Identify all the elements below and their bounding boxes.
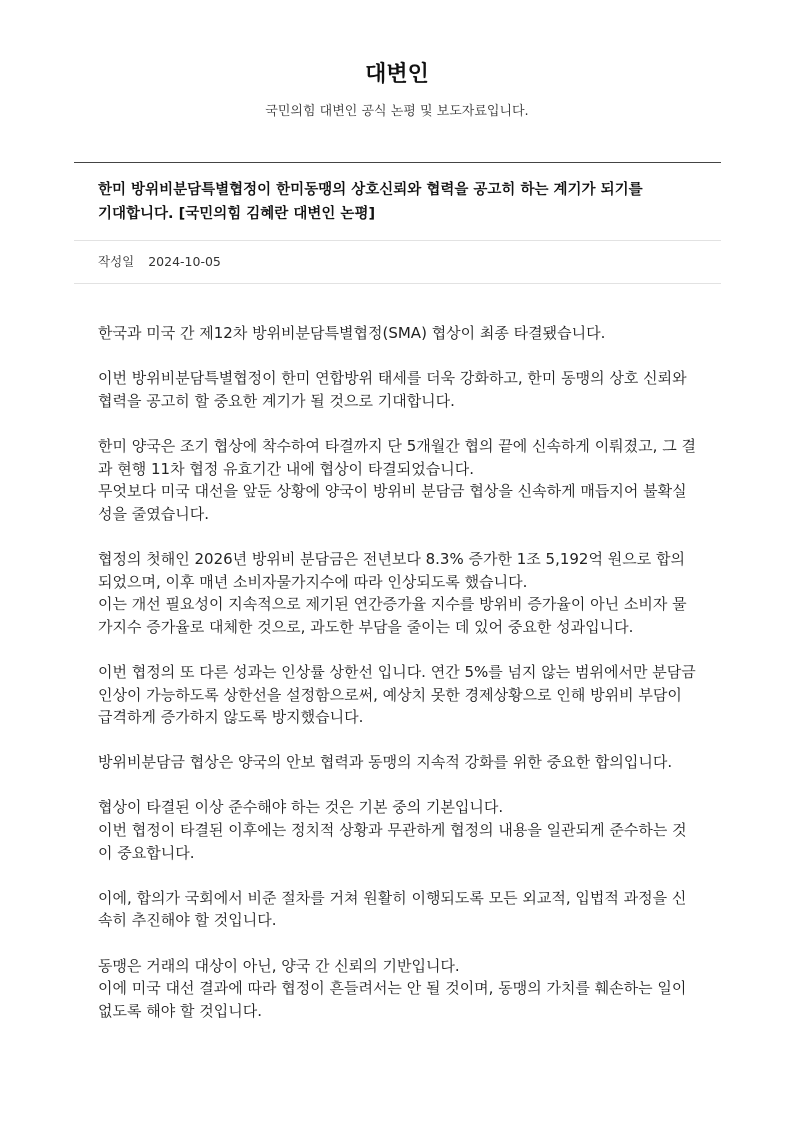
paragraph-line: 이에, 합의가 국회에서 비준 절차를 거쳐 원활히 이행되도록 모든 외교적, 입법적 과정을 신속히 추진해야 할 것입니다. [98, 888, 687, 930]
paragraph-line: 협정의 첫해인 2026년 방위비 분담금은 전년보다 8.3% 증가한 1조 5,192억 원으로 합의되었으며, 이후 매년 소비자물가지수에 따라 인상되도록 했습니다. [98, 549, 685, 591]
page-title: 대변인 [365, 62, 429, 87]
paragraph [98, 548, 696, 638]
paragraph-line: 이번 협정이 타결된 이후에는 정치적 상황과 무관하게 협정의 내용을 일관되게 준수하는 것이 중요합니다. [98, 821, 687, 862]
date-label: 작성일 [98, 254, 135, 269]
paragraph-line: 이번 협정의 또 다른 성과는 인상률 상한선 입니다. 연간 5%를 넘지 않는 범위에서만 분담금 인상이 가능하도록 상한선을 설정함으로써, 예상치 못한 경제상황으로 인해 방위비 부담이 급격하게 증가하지 않도록 방지했습니다. [98, 662, 696, 727]
divider [74, 240, 721, 241]
paragraph-line: 방위비분담금 협상은 양국의 안보 협력과 동맹의 지속적 강화를 위한 중요한 합의입니다. [98, 753, 673, 772]
paragraph [98, 796, 696, 864]
divider [74, 162, 721, 163]
paragraph-line: 이번 방위비분담특별협정이 한미 연합방위 태세를 더욱 강화하고, 한미 동맹의 상호 신뢰와 협력을 공고히 할 중요한 계기가 될 것으로 기대합니다. [98, 369, 687, 410]
article-body [98, 322, 696, 1045]
paragraph [98, 322, 696, 345]
article-meta [98, 252, 221, 272]
paragraph-line: 동맹은 거래의 대상이 아닌, 양국 간 신뢰의 기반입니다. [98, 956, 460, 975]
paragraph [98, 367, 696, 412]
paragraph [98, 661, 696, 729]
paragraph-line: 무엇보다 미국 대선을 앞둔 상황에 양국이 방위비 분담금 협상을 신속하게 매듭지어 불확실성을 줄였습니다. [98, 482, 687, 523]
paragraph-line: 한미 양국은 조기 협상에 착수하여 타결까지 단 5개월간 협의 끝에 신속하게 이뤄졌고, 그 결과 현행 11차 협정 유효기간 내에 협상이 타결되었습니다. [98, 436, 696, 478]
paragraph-line: 한국과 미국 간 제12차 방위비분담특별협정(SMA) 협상이 최종 타결됐습니다. [98, 324, 606, 342]
article-title: 한미 방위비분담특별협정이 한미동맹의 상호신뢰와 협력을 공고히 하는 계기가 되기를 기대합니다. [국민의힘 김혜란 대변인 논평] [98, 182, 643, 222]
paragraph [98, 751, 696, 774]
divider [74, 283, 721, 284]
paragraph-line: 협상이 타결된 이상 준수해야 하는 것은 기본 중의 기본입니다. [98, 798, 504, 817]
paragraph [98, 955, 696, 1023]
date-value: 2024-10-05 [148, 254, 221, 269]
paragraph [98, 887, 696, 932]
paragraph [98, 435, 696, 525]
paragraph-line: 이는 개선 필요성이 지속적으로 제기된 연간증가율 지수를 방위비 증가율이 아닌 소비자 물가지수 증가율로 대체한 것으로, 과도한 부담을 줄이는 데 있어 중요한 성과입니다. [98, 595, 687, 636]
page-subtitle: 국민의힘 대변인 공식 논평 및 보도자료입니다. [265, 104, 529, 119]
paragraph-line: 이에 미국 대선 결과에 따라 협정이 흔들려서는 안 될 것이며, 동맹의 가치를 훼손하는 일이 없도록 해야 할 것입니다. [98, 979, 687, 1020]
